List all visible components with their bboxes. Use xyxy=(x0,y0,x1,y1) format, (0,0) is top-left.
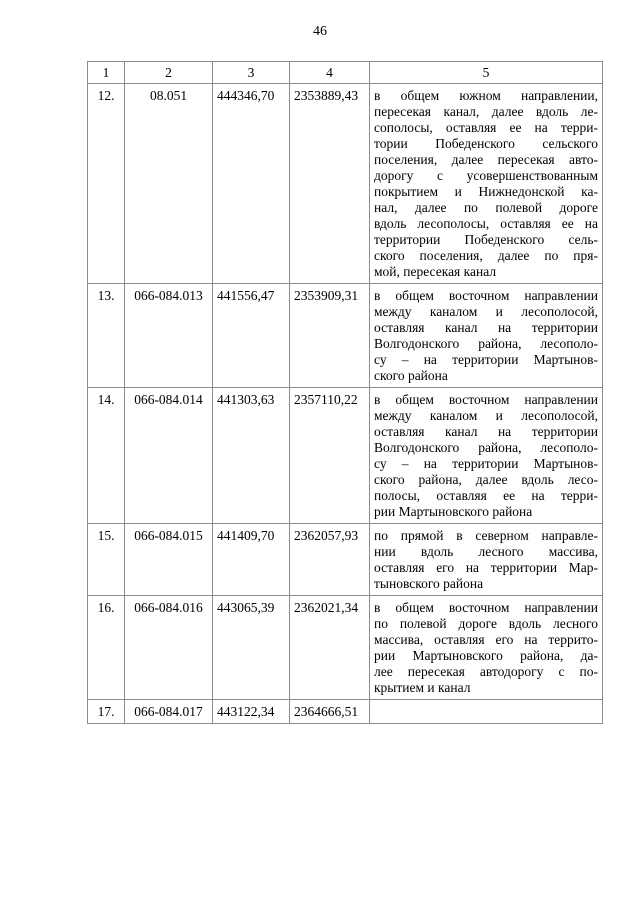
description-line: Волгодонского района, лесополо- xyxy=(374,440,598,455)
coordinate-y: 2362057,93 xyxy=(290,524,370,596)
boundary-description xyxy=(370,84,603,284)
description-line: Волгодонского района, лесополо- xyxy=(374,336,598,351)
boundary-description xyxy=(370,524,603,596)
table-row xyxy=(88,388,603,524)
description-line: нии вдоль лесного массива, xyxy=(374,544,598,559)
description-line: массива, оставляя его на террито- xyxy=(374,632,598,647)
table-header-row xyxy=(88,62,603,84)
coordinate-x: 441556,47 xyxy=(213,284,290,388)
point-code: 08.051 xyxy=(125,84,213,284)
coordinate-x: 441303,63 xyxy=(213,388,290,524)
description-line: сополосы, оставляя ее на терри- xyxy=(374,120,598,135)
description-line: рии Мартыновского района xyxy=(374,504,533,519)
description-line: оставляя канал на территории xyxy=(374,424,598,439)
point-code: 066-084.014 xyxy=(125,388,213,524)
boundary-description xyxy=(370,596,603,700)
row-number: 15. xyxy=(88,524,125,596)
description-line: тыновского района xyxy=(374,576,484,591)
table-row xyxy=(88,596,603,700)
boundary-description xyxy=(370,388,603,524)
description-line: по полевой дороге вдоль лесного xyxy=(374,616,598,631)
description-line: пересекая канал, далее вдоль ле- xyxy=(374,104,598,119)
coordinate-y: 2364666,51 xyxy=(290,700,370,724)
description-line: в общем восточном направлении xyxy=(374,600,598,615)
table-row xyxy=(88,524,603,596)
description-line: ского района, далее вдоль лесо- xyxy=(374,472,598,487)
description-line: территории Победенского сель- xyxy=(374,232,598,247)
table-row xyxy=(88,700,603,724)
description-line: в общем восточном направлении xyxy=(374,288,598,303)
header-col-5: 5 xyxy=(370,62,603,84)
coordinate-y: 2357110,22 xyxy=(290,388,370,524)
description-line: полосы, оставляя ее на терри- xyxy=(374,488,598,503)
description-line: дорогу с усовершенствованным xyxy=(374,168,598,183)
header-col-4: 4 xyxy=(290,62,370,84)
coordinate-x: 443065,39 xyxy=(213,596,290,700)
description-line: нал, далее по полевой дороге xyxy=(374,200,598,215)
point-code: 066-084.013 xyxy=(125,284,213,388)
point-code: 066-084.015 xyxy=(125,524,213,596)
row-number: 17. xyxy=(88,700,125,724)
description-line: между каналом и лесополосой, xyxy=(374,304,598,319)
coordinate-x: 441409,70 xyxy=(213,524,290,596)
table-row xyxy=(88,284,603,388)
boundary-table xyxy=(87,61,603,724)
description-line: рии Мартыновского района, да- xyxy=(374,648,598,663)
table-row xyxy=(88,84,603,284)
description-line: между каналом и лесополосой, xyxy=(374,408,598,423)
coordinate-y: 2362021,34 xyxy=(290,596,370,700)
page-number: 46 xyxy=(313,24,327,39)
description-line: поселения, далее пересекая авто- xyxy=(374,152,598,167)
coordinate-y: 2353889,43 xyxy=(290,84,370,284)
description-line: ского района xyxy=(374,368,448,383)
description-line: ского поселения, далее по пря- xyxy=(374,248,598,263)
description-line: по прямой в северном направле- xyxy=(374,528,598,543)
header-col-2: 2 xyxy=(125,62,213,84)
row-number: 16. xyxy=(88,596,125,700)
row-number: 14. xyxy=(88,388,125,524)
description-line: покрытием и Нижнедонской ка- xyxy=(374,184,598,199)
description-line: су – на территории Мартынов- xyxy=(374,352,598,367)
description-line: оставляя канал на территории xyxy=(374,320,598,335)
description-line: су – на территории Мартынов- xyxy=(374,456,598,471)
coordinate-x: 444346,70 xyxy=(213,84,290,284)
description-line: в общем южном направлении, xyxy=(374,88,598,103)
description-line: вдоль лесополосы, оставляя ее на xyxy=(374,216,598,231)
coordinate-x: 443122,34 xyxy=(213,700,290,724)
boundary-description xyxy=(370,284,603,388)
description-line: лее пересекая автодорогу с по- xyxy=(374,664,598,679)
row-number: 12. xyxy=(88,84,125,284)
description-line: тории Победенского сельского xyxy=(374,136,598,151)
boundary-description xyxy=(370,700,603,724)
point-code: 066-084.017 xyxy=(125,700,213,724)
description-line: оставляя его на территории Мар- xyxy=(374,560,598,575)
description-line: крытием и канал xyxy=(374,680,471,695)
description-line: мой, пересекая канал xyxy=(374,264,497,279)
coordinate-y: 2353909,31 xyxy=(290,284,370,388)
header-col-1: 1 xyxy=(88,62,125,84)
point-code: 066-084.016 xyxy=(125,596,213,700)
description-line: в общем восточном направлении xyxy=(374,392,598,407)
header-col-3: 3 xyxy=(213,62,290,84)
row-number: 13. xyxy=(88,284,125,388)
